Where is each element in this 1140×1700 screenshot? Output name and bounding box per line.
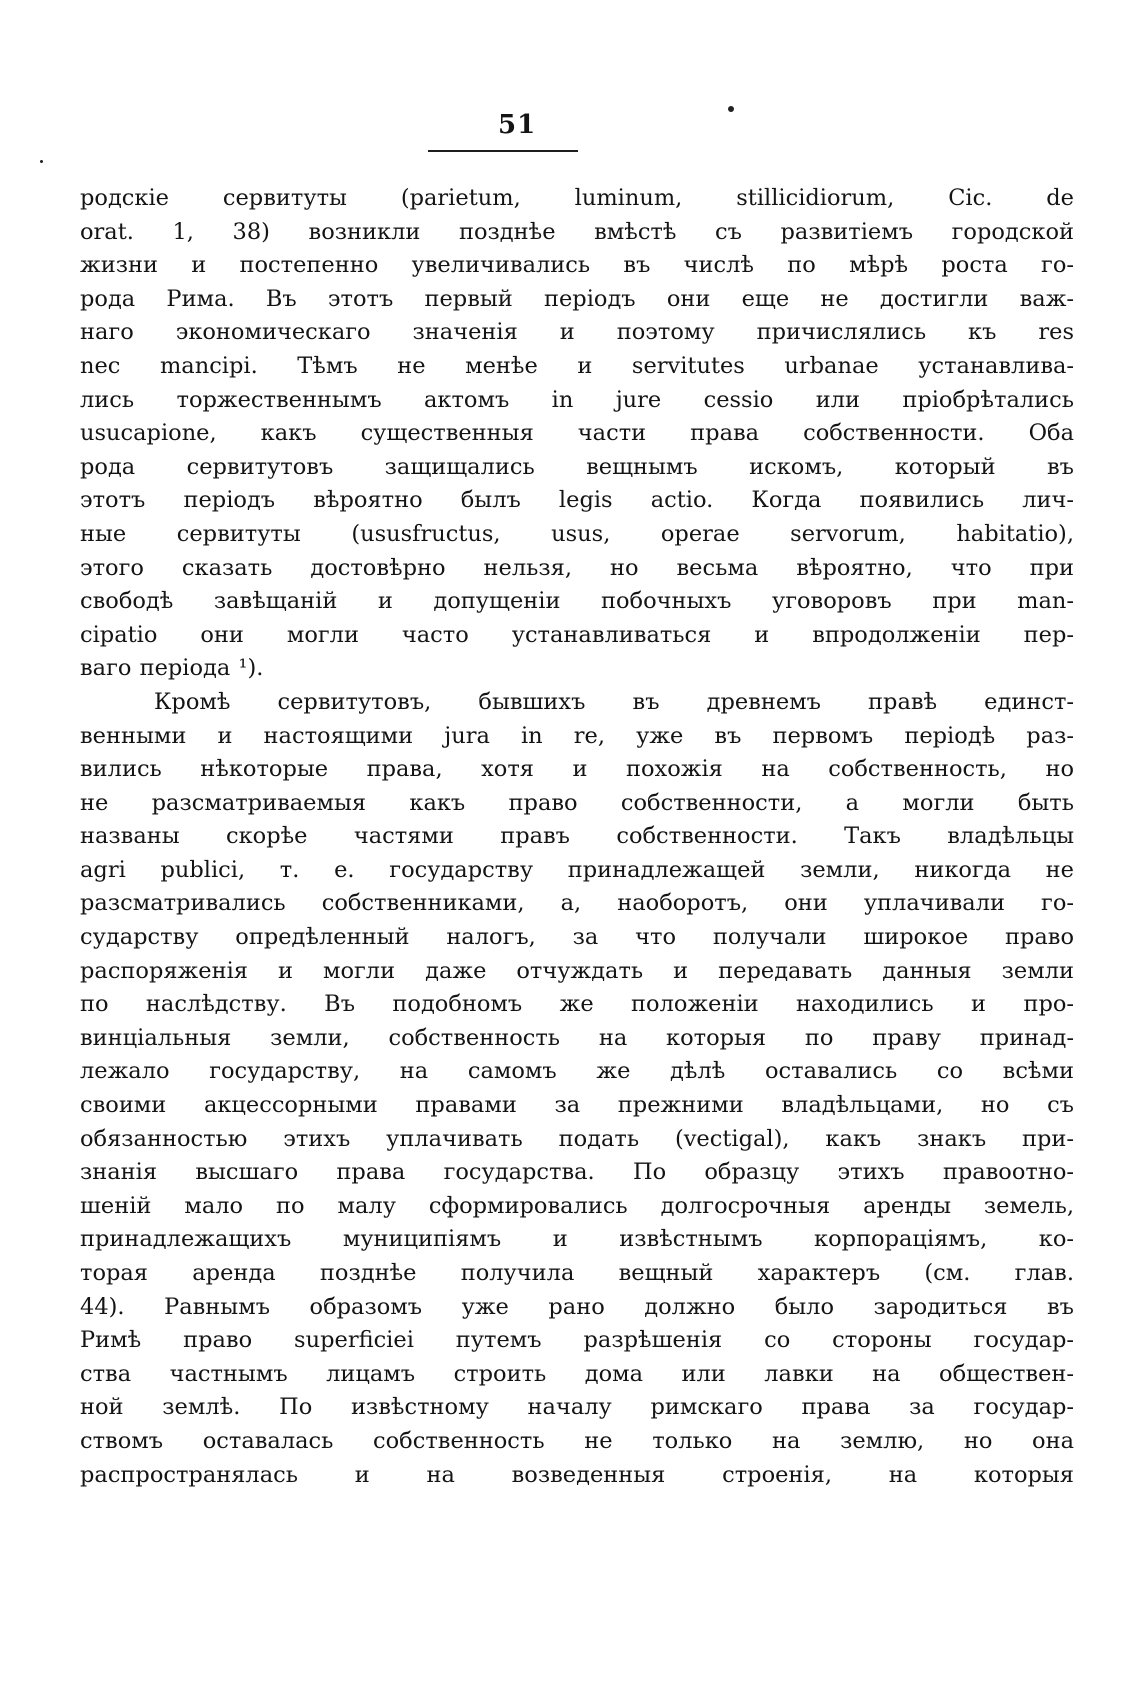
body-text [80,182,1074,1492]
page-number: 51 [498,110,537,140]
text-line: вились нѣкоторые права, хотя и похожія на собственность, но [80,756,1074,783]
text-line: винціальныя земли, собственность на которыя по праву принад- [80,1024,1074,1051]
text-line: nec mancipi. Тѣмъ не менѣе и servitutes urbanae устанавлива- [80,352,1074,379]
text-line: ные сервитуты (ususfructus, usus, operae servorum, habitatio), [80,520,1074,547]
text-line: жизни и постепенно увеличивались въ числѣ по мѣрѣ роста го- [80,252,1074,279]
text-line: cipatio они могли часто устанавливаться и впродолженіи пер- [80,621,1074,648]
text-line: Римѣ право superficiei путемъ разрѣшенія со стороны государ- [80,1327,1074,1354]
text-line: свободѣ завѣщаній и допущеніи побочныхъ уговоровъ при man- [80,588,1074,615]
text-line: распространялась и на возведенныя строенія, на которыя [80,1461,1074,1488]
page-number-rule [428,150,578,152]
text-line: 44). Равнымъ образомъ уже рано должно было зародиться въ [80,1293,1074,1320]
text-line: usucapione, какъ существенныя части права собственности. Оба [80,420,1074,447]
text-line: принадлежащихъ муниципіямъ и извѣстнымъ корпораціямъ, ко- [80,1226,1074,1253]
text-line: наго экономическаго значенія и поэтому причислялись къ res [80,319,1074,346]
text-line: agri publici, т. е. государству принадлежащей земли, никогда не [80,856,1074,883]
text-line: названы скорѣе частями правъ собственности. Такъ владѣльцы [80,823,1074,850]
text-line: венными и настоящими jura in re, уже въ первомъ періодѣ раз- [80,722,1074,749]
text-line: не разсматриваемыя какъ право собственности, а могли быть [80,789,1074,816]
text-line: рода сервитутовъ защищались вещнымъ искомъ, который въ [80,453,1074,480]
text-line: родскіе сервитуты (parietum, luminum, stillicidiorum, Cic. de [80,185,1074,211]
text-line: обязанностью этихъ уплачивать подать (vectigal), какъ знакъ при- [80,1125,1074,1152]
print-speck [40,160,43,163]
text-line: ствомъ оставалась собственность не только на землю, но она [80,1427,1074,1454]
text-line: этотъ періодъ вѣроятно былъ legis actio. Когда появились лич- [80,487,1074,514]
text-line: этого сказать достовѣрно нельзя, но весьма вѣроятно, что при [80,554,1074,581]
text-line: распоряженія и могли даже отчуждать и передавать данныя земли [80,957,1074,984]
text-line: рода Рима. Въ этотъ первый періодъ они еще не достигли важ- [80,285,1074,312]
text-line: знанія высшаго права государства. По образцу этихъ правоотно- [80,1159,1074,1186]
text-line: ваго періода ¹). [80,655,264,682]
text-line: сударству опредѣленный налогъ, за что получали широкое право [80,924,1074,951]
text-line: разсматривались собственниками, а, наоборотъ, они уплачивали го- [80,890,1074,917]
print-speck [728,106,734,112]
text-line: orat. 1, 38) возникли позднѣе вмѣстѣ съ развитіемъ городской [80,218,1074,245]
text-line: по наслѣдству. Въ подобномъ же положеніи находились и про- [80,991,1074,1018]
text-line: лись торжественнымъ актомъ in jure cessio или пріобрѣтались [80,386,1074,413]
text-line: Кромѣ сервитутовъ, бывшихъ въ древнемъ правѣ единст- [154,688,1074,715]
text-line: ной землѣ. По извѣстному началу римскаго права за государ- [80,1394,1074,1421]
text-line: ства частнымъ лицамъ строить дома или лавки на обществен- [80,1360,1074,1387]
text-line: своими акцессорными правами за прежними владѣльцами, но съ [80,1092,1074,1119]
text-line: лежало государству, на самомъ же дѣлѣ оставались со всѣми [80,1058,1074,1085]
text-line: торая аренда позднѣе получила вещный характеръ (см. глав. [80,1260,1074,1286]
text-line: шеній мало по малу сформировались долгосрочныя аренды земель, [80,1192,1074,1219]
